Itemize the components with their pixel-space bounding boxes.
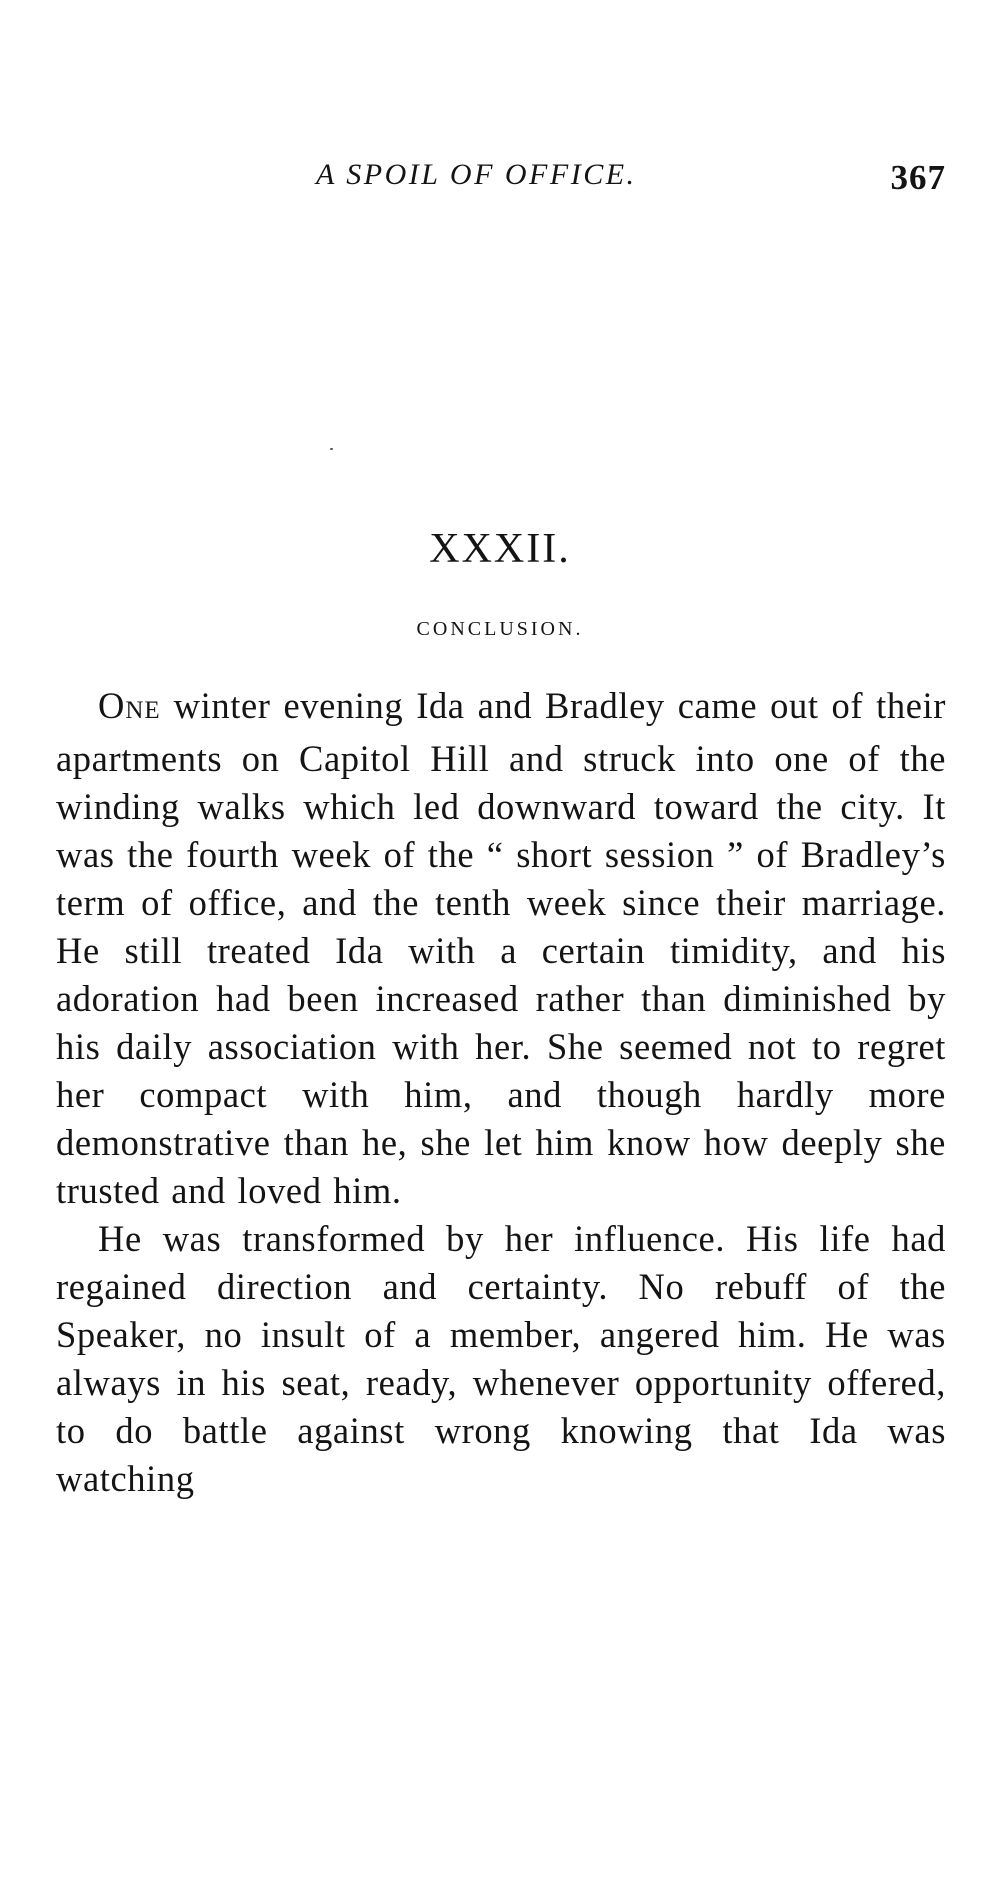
paragraph [56,1215,946,1503]
paragraph-text: He was transformed by her influence. His life had regained direction and certainty. No rebuff of the Speaker, no insult of a member, angered him. He was always in his seat, ready, whenever opportunity offered, to do battle against wrong knowing that Ida was watching [56,1218,946,1499]
running-head [56,158,946,202]
chapter-title: CONCLUSION. [416,618,584,640]
running-title: A SPOIL OF OFFICE. [316,158,637,191]
print-speck [330,448,333,450]
body-text [56,682,946,1503]
page-number: 367 [890,158,946,197]
lead-capital: O [98,685,126,726]
paragraph-text: winter evening Ida and Bradley came out of their apartments on Capitol Hill and struck into one of the winding walks which led downward toward the city. It was the fourth week of the “ short session ” of Bradley’s term of office, and the tenth week since their marriage. He still treated Ida with a certain timidity, and his adoration had been increased rather than diminished by his daily association with her. She seemed not to regret her compact with him, and though hardly more demonstrative than he, she let him know how deeply she trusted and loved him. [56,685,946,1211]
chapter-number: XXXII. [429,526,571,572]
lead-small-caps: NE [125,697,161,724]
paragraph [56,682,946,1215]
